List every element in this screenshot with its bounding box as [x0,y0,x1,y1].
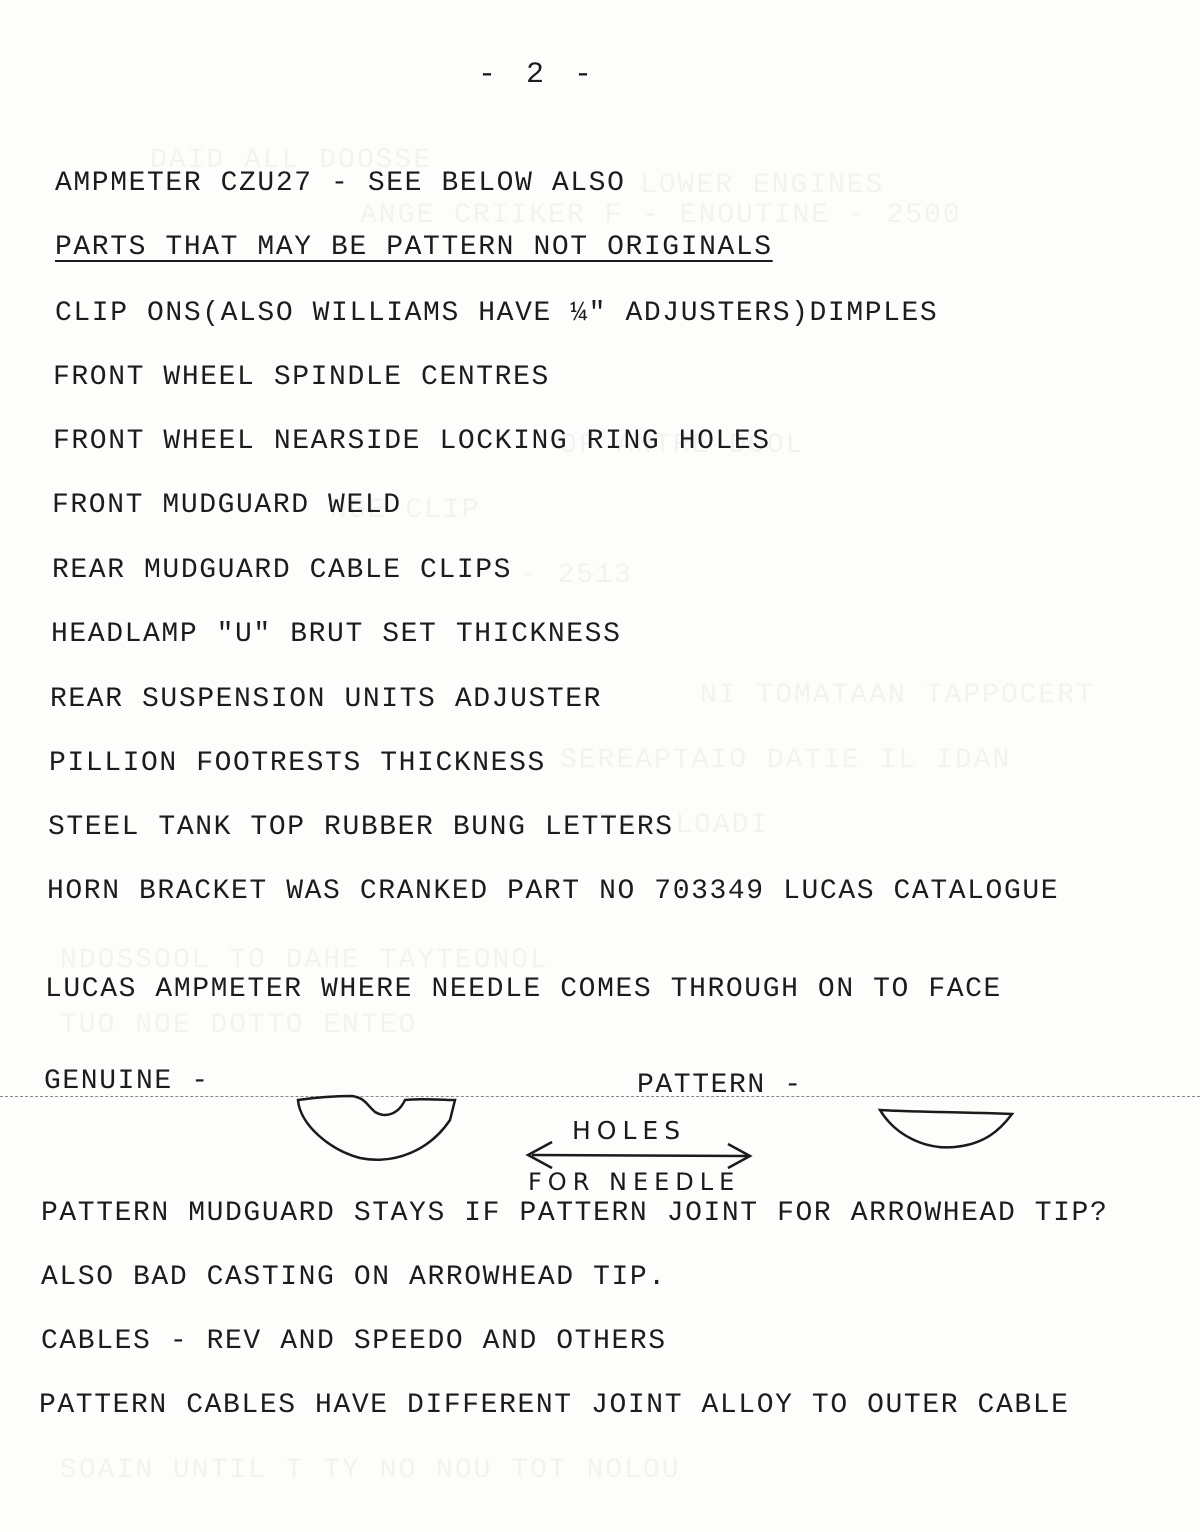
genuine-face-sketch [298,1096,455,1160]
text-line: FRONT WHEEL NEARSIDE LOCKING RING HOLES [53,426,771,457]
text-line: REAR SUSPENSION UNITS ADJUSTER [50,684,603,715]
handwritten-holes: HOLES [572,1116,687,1145]
genuine-label: GENUINE - [44,1066,210,1097]
text-line: PATTERN CABLES HAVE DIFFERENT JOINT ALLOY TO OUTER CABLE [39,1390,1070,1421]
section-heading: PARTS THAT MAY BE PATTERN NOT ORIGINALS [55,232,773,263]
text-line: FRONT WHEEL SPINDLE CENTRES [53,362,550,393]
text-line: AMPMETER CZU27 - SEE BELOW ALSO [55,168,626,199]
text-line: ALSO BAD CASTING ON ARROWHEAD TIP. [41,1262,667,1293]
text-line: PILLION FOOTRESTS THICKNESS [49,748,546,779]
text-line: CABLES - REV AND SPEEDO AND OTHERS [41,1326,667,1357]
double-arrow-icon [528,1142,750,1168]
text-line: FRONT MUDGUARD WELD [52,490,402,521]
text-line: LUCAS AMPMETER WHERE NEEDLE COMES THROUGH ON TO FACE [45,974,1002,1005]
pattern-label: PATTERN - [637,1070,803,1101]
text-line: REAR MUDGUARD CABLE CLIPS [52,555,513,586]
text-line: STEEL TANK TOP RUBBER BUNG LETTERS [48,812,674,843]
text-line: HORN BRACKET WAS CRANKED PART NO 703349 LUCAS CATALOGUE [47,876,1060,907]
text-line: HEADLAMP "U" BRUT SET THICKNESS [51,619,622,650]
handwritten-for-needle: FOR NEEDLE [528,1168,741,1196]
page-number: - 2 - [478,58,599,92]
pattern-face-sketch [880,1110,1012,1147]
text-line: PATTERN MUDGUARD STAYS IF PATTERN JOINT FOR ARROWHEAD TIP? [41,1198,1109,1229]
text-line: CLIP ONS(ALSO WILLIAMS HAVE ¼" ADJUSTERS)DIMPLES [55,298,939,329]
